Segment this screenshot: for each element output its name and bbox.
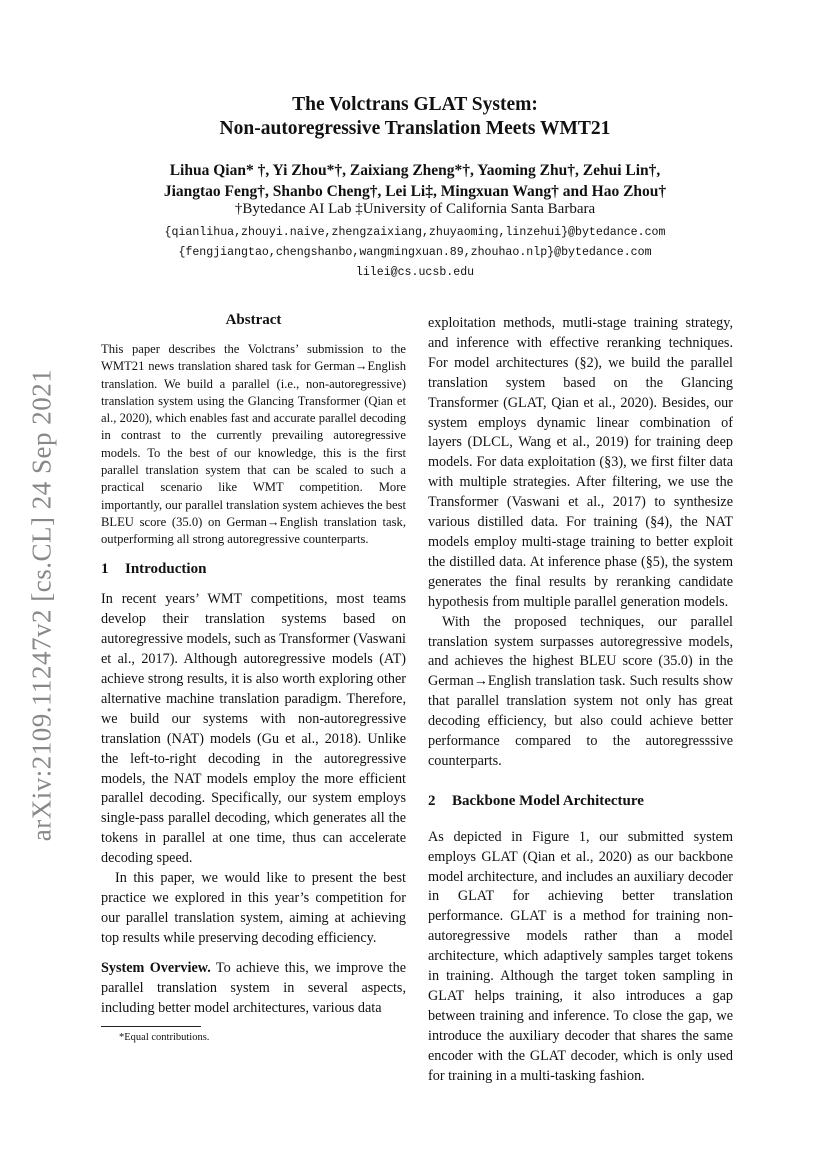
architecture-paragraph: As depicted in Figure 1, our submitted system employs GLAT (Qian et al., 2020) as our backbone model architecture, and includes an auxiliary decoder in GLAT for achieving better translation performance. GLAT is a method for training non-autoregressive models rather than a model architecture, which adaptively samples target tokens in training. Although the target token sampling in GLAT helps training, it also introduces a gap between training and inference. To close the gap, we introduce the auxiliary decoder that shares the same encoder with the GLAT decoder, which is only used for training in a multi-tasking fashion. [428, 828, 733, 1084]
email-line-2: {fengjiangtao,chengshanbo,wangmingxuan.89,zhouhao.nlp}@bytedance.com [178, 246, 652, 259]
system-overview-paragraph [101, 959, 406, 1019]
intro-paragraph-1: In recent years’ WMT competitions, most teams develop their translation systems based on autoregressive models, such as Transformer (Vaswani et al., 2017). Although autoregressive models (AT) achieve strong results, it is also worth exploring other alternative machine translation paradigm. Therefore, we build our systems with non-autoregressive translation (NAT) models (Gu et al., 2018). Unlike the left-to-right decoding in the autoregressive models, the NAT models employ the more efficient parallel decoding. Specifically, our system employs single-pass parallel decoding, which generates all the tokens in parallel at one time, thus can accelerate decoding speed. [101, 591, 406, 867]
section-1-heading [101, 560, 406, 580]
left-column [101, 311, 406, 1044]
affiliations: †Bytedance AI Lab ‡University of California Santa Barbara [234, 201, 596, 217]
email-line-3: lilei@cs.ucsb.edu [355, 266, 475, 279]
author-list [100, 160, 730, 202]
section-2-number: 2 [428, 792, 436, 809]
email-line-1: {qianlihua,zhouyi.naive,zhengzaixiang,zhuyaoming,linzehui}@bytedance.com [164, 226, 666, 239]
arxiv-stamp [22, 365, 62, 845]
intro-paragraph-2: In this paper, we would like to present the best practice we explored in this year’s competition for our parallel translation system, aiming at achieving top results while preserving decoding efficiency. [101, 870, 406, 946]
title-line-2: Non-autoregressive Translation Meets WMT21 [219, 118, 611, 139]
section-1-number: 1 [101, 561, 109, 578]
footnote: *Equal contributions. [119, 1032, 210, 1044]
email-block [100, 223, 730, 283]
system-overview-text: To achieve this, we improve the parallel translation system in several aspects, including better model architectures, various data [101, 959, 406, 1016]
abstract-heading: Abstract [225, 312, 282, 328]
abstract-text: This paper describes the Volctrans’ submission to the WMT21 news translation shared task for German→English translation. We build a parallel (i.e., non-autoregressive) translation system using the Glancing Transformer (Qian et al., 2020), which enables fast and accurate parallel decoding in contrast to the currently prevailing autoregressive models. To the best of our knowledge, this is the first parallel translation system that can be scaled to such a practical scenario like WMT competition. More importantly, our parallel translation system achieves the best BLEU score (35.0) on German→English translation task, outperforming all strong autoregressive counterparts. [101, 341, 406, 547]
overview-continued-paragraph: exploitation methods, mutli-stage training strategy, and inference with effective reranking techniques. For model architectures (§2), we build the parallel translation system based on the Glancing Transformer (GLAT, Qian et al., 2020). Besides, our system employs dynamic linear combination of layers (DLCL, Wang et al., 2019) for training deep models. For data exploitation (§3), we first filter data with multiple strategies. After filtering, we use the Transformer (Vaswani et al., 2017) to synthesize various distilled data. For training (§4), the NAT models employ multi-stage training to better exploit the distilled data. At inference phase (§5), the system generates the final results by reranking candidate hypothesis from multiple parallel generation models. [428, 315, 733, 610]
right-column [428, 314, 733, 1087]
section-2-heading [428, 792, 733, 812]
system-overview-heading: System Overview. [101, 959, 211, 976]
authors-line-1: Lihua Qian* †, Yi Zhou*†, Zaixiang Zheng*†, Yaoming Zhu†, Zehui Lin†, [169, 162, 661, 179]
results-paragraph: With the proposed techniques, our parallel translation system surpasses autoregressive models, and achieves the highest BLEU score (35.0) in the German→English translation task. Such results show that parallel translation system not only has great decoding efficiency, but also could achieve better performance compared to the autoregresssive counterparts. [428, 613, 733, 769]
paper-title [150, 93, 680, 141]
section-2-title: Backbone Model Architecture [452, 792, 644, 809]
section-1-title: Introduction [125, 561, 207, 578]
authors-line-2: Jiangtao Feng†, Shanbo Cheng†, Lei Li‡, Mingxuan Wang† and Hao Zhou† [163, 183, 667, 200]
arxiv-id: arXiv:2109.11247v2 [cs.CL] 24 Sep 2021 [26, 368, 57, 842]
title-line-1: The Volctrans GLAT System: [292, 94, 538, 115]
footnote-rule [101, 1026, 201, 1027]
